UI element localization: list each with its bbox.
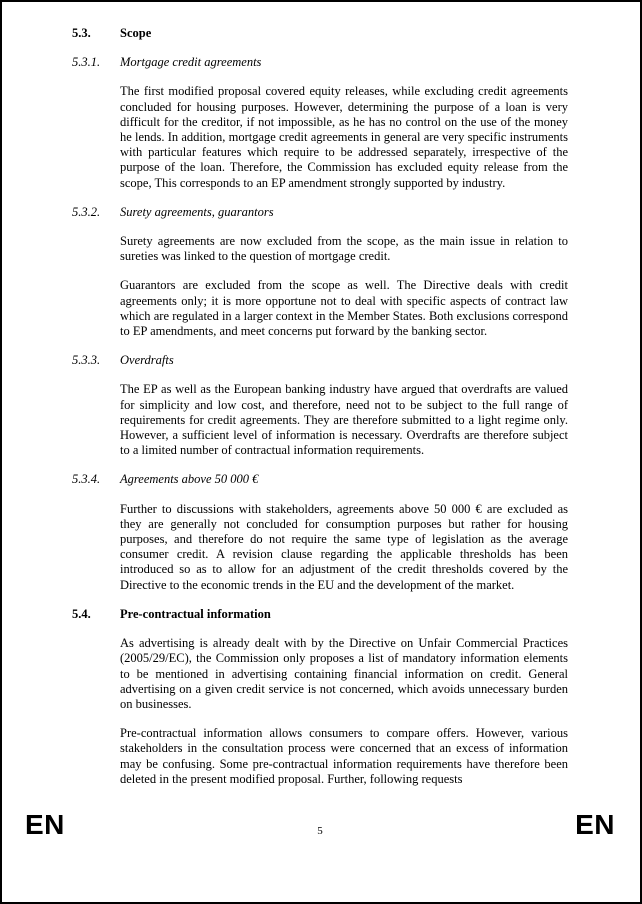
subsection-heading-5-3-4 (72, 472, 568, 487)
subsection-title: Mortgage credit agreements (120, 55, 262, 70)
subsection-heading-5-3-2 (72, 205, 568, 220)
section-number: 5.3. (72, 26, 91, 40)
paragraph: The EP as well as the European banking industry have argued that overdrafts are valued for simplicity and low cost, and therefore, need not to be subject to the full range of requirements for credit agreements. They are therefore submitted to a light regime only. However, a sufficient level of information is necessary. Overdrafts are therefore subject to a limited number of contractual information requirements. (120, 382, 568, 458)
paragraph: As advertising is already dealt with by the Directive on Unfair Commercial Practices (2005/29/EC), the Commission only proposes a list of mandatory information elements to be mentioned in advertising containing financial information on credit. General advertising on a given credit service is not concerned, which avoids unnecessary burden on businesses. (120, 636, 568, 711)
paragraph: Pre-contractual information allows consumers to compare offers. However, various stakeholders in the consultation process were concerned that an excess of information may be confusing. Some pre-contractual information requirements have therefore been deleted in the present modified proposal. Further, following requests (120, 726, 568, 786)
document-body (72, 26, 568, 787)
subsection-title: Overdrafts (120, 353, 174, 368)
paragraph: Surety agreements are now excluded from the scope, as the main issue in relation to sureties was linked to the question of mortgage credit. (120, 234, 568, 264)
paragraph: The first modified proposal covered equity releases, while excluding credit agreements concluded for housing purposes. However, determining the purpose of a loan is very difficult for the creditor, if not impossible, as he has no control on the use of the money he lends. In addition, mortgage credit agreements in general are very specific instruments with particular features which require to be addressed separately, irrespective of the purpose of the loan. Therefore, the Commission has excluded equity release from the scope, This corresponds to an EP amendment strongly supported by industry. (120, 84, 568, 190)
subsection-title: Surety agreements, guarantors (120, 204, 274, 219)
section-heading-5-4 (72, 607, 568, 622)
subsection-heading-5-3-3 (72, 353, 568, 368)
paragraph: Guarantors are excluded from the scope as well. The Directive deals with credit agreements only; it is more opportune not to deal with specific aspects of contract law which are regulated in a larger context in the Member States. Both exclusions correspond to EP amendments, and meet concerns put forward by the banking sector. (120, 278, 568, 339)
subsection-title: Agreements above 50 000 € (120, 472, 259, 487)
subsection-number: 5.3.2. (72, 204, 101, 219)
section-title: Scope (120, 26, 152, 40)
page-footer (2, 811, 640, 839)
subsection-number: 5.3.1. (72, 55, 101, 70)
language-marker-right: EN (575, 809, 615, 840)
subsection-heading-5-3-1 (72, 55, 568, 70)
language-marker-left: EN (25, 809, 65, 840)
subsection-number: 5.3.3. (72, 353, 101, 368)
page-number: 5 (317, 825, 323, 837)
section-title: Pre-contractual information (120, 606, 271, 621)
paragraph: Further to discussions with stakeholders, agreements above 50 000 € are excluded as they are generally not concluded for consumption purposes but rather for housing purposes, and therefore do not require the same type of legislation as the average consumer credit. A revision clause regarding the applicable thresholds has been introduced so as to allow for an adjustment of the credit thresholds covered by the Directive to the economic trends in the EU and the development of the market. (120, 501, 568, 592)
section-heading-5-3 (72, 26, 568, 41)
section-number: 5.4. (72, 606, 91, 621)
subsection-number: 5.3.4. (72, 472, 101, 487)
